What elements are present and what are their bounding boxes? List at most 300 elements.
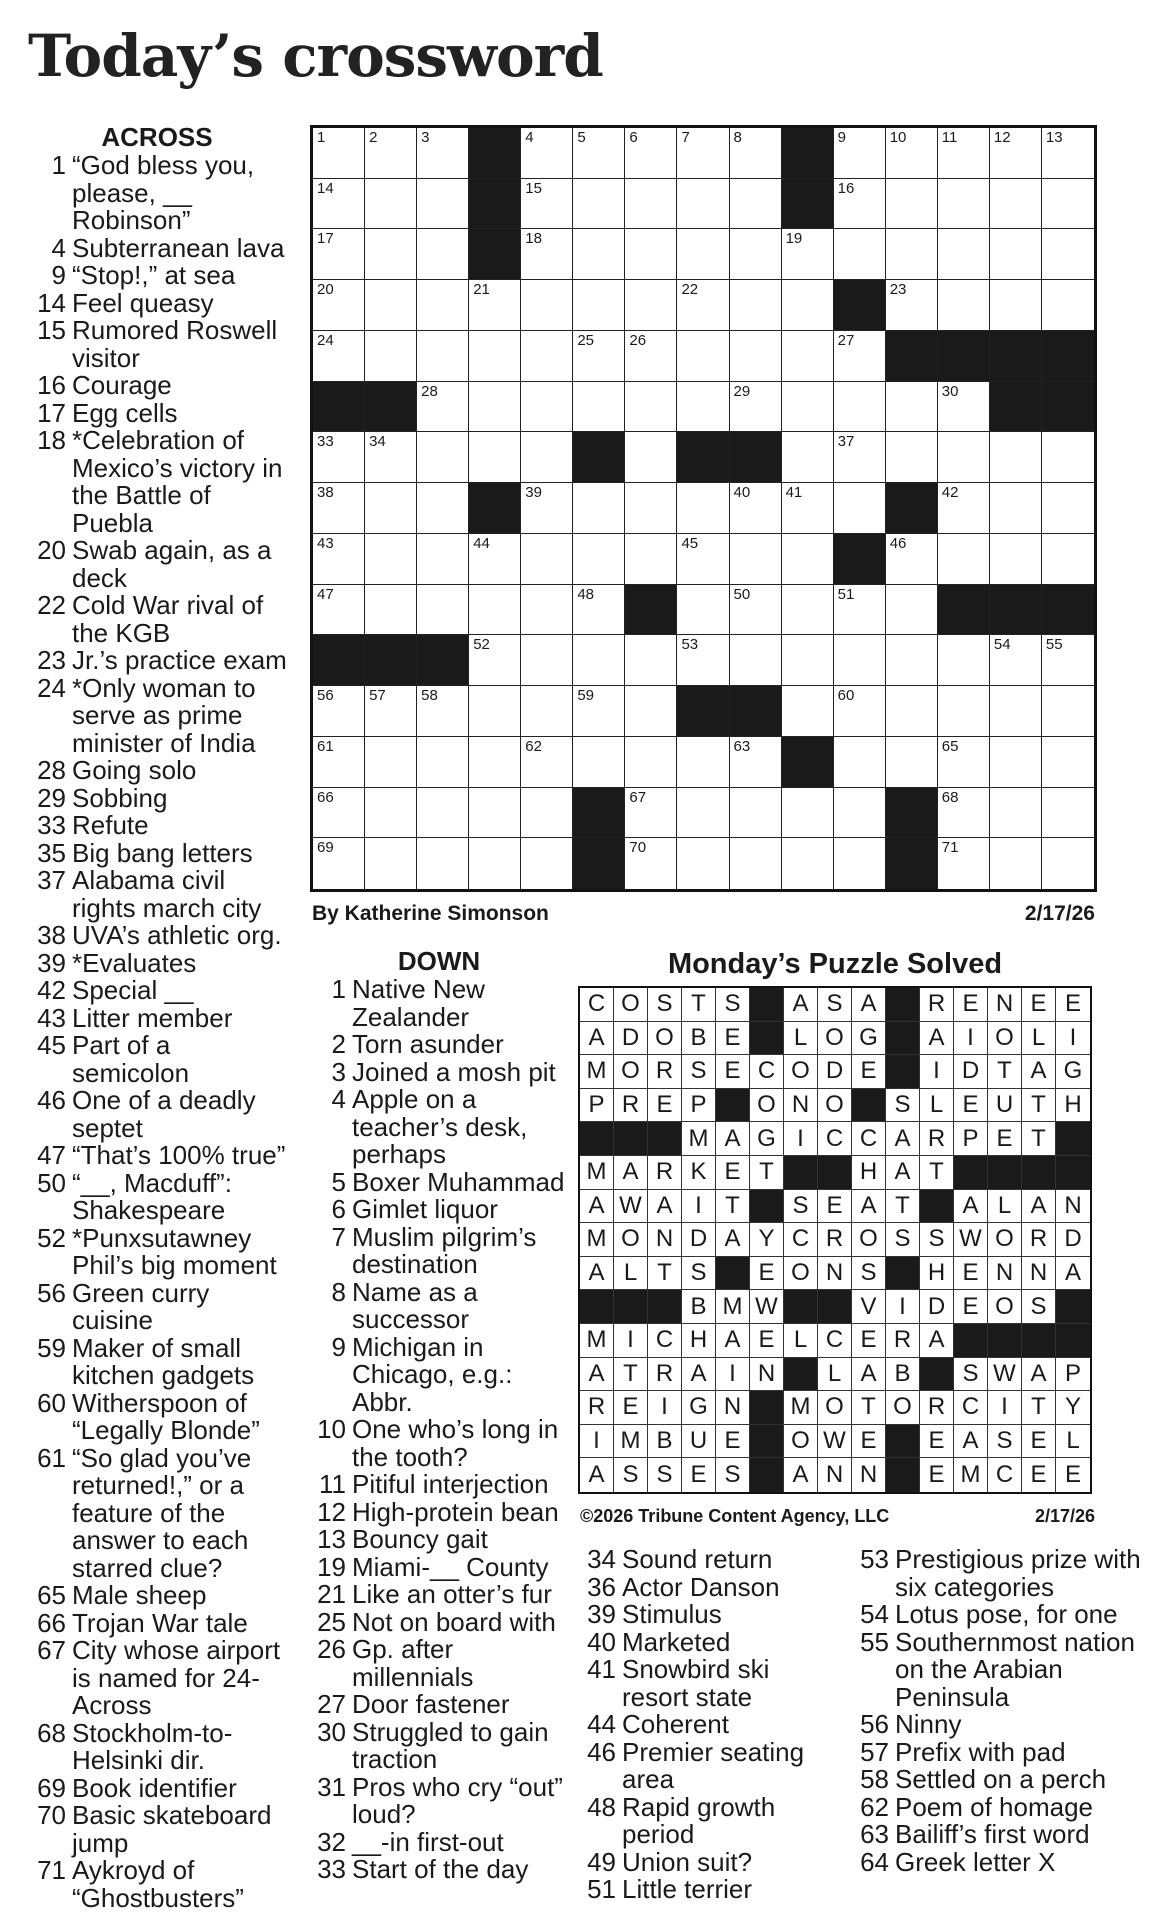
grid-cell[interactable] xyxy=(834,331,886,382)
clue-item[interactable] xyxy=(24,537,290,592)
clue-item[interactable] xyxy=(24,1002,290,1033)
grid-cell[interactable] xyxy=(521,483,573,534)
grid-cell[interactable] xyxy=(573,686,625,737)
clue-item[interactable] xyxy=(308,1276,570,1334)
clue-item[interactable] xyxy=(24,1772,290,1803)
grid-cell[interactable] xyxy=(313,179,365,230)
grid-cell[interactable] xyxy=(782,686,834,737)
grid-cell[interactable] xyxy=(417,280,469,331)
grid-cell[interactable] xyxy=(938,432,990,483)
clue-item[interactable] xyxy=(308,1331,570,1417)
grid-cell[interactable] xyxy=(938,635,990,686)
grid-cell[interactable] xyxy=(886,432,938,483)
grid-cell[interactable] xyxy=(938,534,990,585)
grid-cell[interactable] xyxy=(938,280,990,331)
grid-cell[interactable] xyxy=(886,534,938,585)
grid-cell[interactable] xyxy=(573,331,625,382)
grid-cell[interactable] xyxy=(417,432,469,483)
black-square xyxy=(782,737,834,788)
clue-item[interactable] xyxy=(851,1846,1151,1877)
grid-cell[interactable] xyxy=(886,280,938,331)
grid-cell[interactable] xyxy=(677,382,729,433)
grid-cell[interactable] xyxy=(938,737,990,788)
grid-cell[interactable] xyxy=(677,838,729,889)
solution-cell: A xyxy=(580,1257,614,1291)
grid-cell[interactable] xyxy=(677,585,729,636)
grid-cell[interactable] xyxy=(469,534,521,585)
grid-cell[interactable] xyxy=(886,128,938,179)
clue-item[interactable] xyxy=(24,1857,290,1912)
grid-cell[interactable] xyxy=(313,737,365,788)
clue-item[interactable] xyxy=(308,1691,570,1719)
solution-cell: E xyxy=(716,1156,750,1190)
clue-item[interactable] xyxy=(308,1416,570,1471)
grid-cell[interactable] xyxy=(469,585,521,636)
grid-cell[interactable] xyxy=(417,534,469,585)
grid-cell[interactable] xyxy=(782,280,834,331)
clue-item[interactable] xyxy=(851,1626,1151,1712)
clue-item[interactable] xyxy=(308,1196,570,1224)
clue-item[interactable] xyxy=(24,287,290,318)
grid-cell[interactable] xyxy=(1042,179,1094,230)
clue-item[interactable] xyxy=(308,1716,570,1774)
clue-item[interactable] xyxy=(308,976,570,1031)
grid-cell[interactable] xyxy=(365,686,417,737)
grid-cell[interactable] xyxy=(730,128,782,179)
grid-cell[interactable] xyxy=(365,331,417,382)
clue-item[interactable] xyxy=(24,837,290,868)
clue-item[interactable] xyxy=(851,1736,1151,1767)
clue-item[interactable] xyxy=(24,397,290,428)
grid-cell[interactable] xyxy=(573,534,625,585)
grid-cell[interactable] xyxy=(573,635,625,686)
grid-cell[interactable] xyxy=(1042,280,1094,331)
grid-cell[interactable] xyxy=(782,382,834,433)
grid-cell[interactable] xyxy=(469,280,521,331)
grid-cell[interactable] xyxy=(990,737,1042,788)
grid-cell[interactable] xyxy=(625,128,677,179)
grid-cell[interactable] xyxy=(417,331,469,382)
clue-item[interactable] xyxy=(24,947,290,978)
solution-cell: C xyxy=(648,1324,682,1358)
grid-cell[interactable] xyxy=(573,280,625,331)
grid-cell[interactable] xyxy=(521,432,573,483)
clue-item[interactable] xyxy=(24,647,290,675)
clue-item[interactable] xyxy=(24,1277,290,1335)
clue-item[interactable] xyxy=(308,1166,570,1197)
grid-cell[interactable] xyxy=(782,635,834,686)
grid-cell[interactable] xyxy=(886,585,938,636)
clue-item[interactable] xyxy=(24,1032,290,1087)
clue-item[interactable] xyxy=(851,1711,1151,1739)
grid-cell[interactable] xyxy=(886,635,938,686)
grid-cell[interactable] xyxy=(834,838,886,889)
clue-item[interactable] xyxy=(24,1332,290,1390)
grid-cell[interactable] xyxy=(365,432,417,483)
clue-item[interactable] xyxy=(24,1167,290,1225)
grid-cell[interactable] xyxy=(730,483,782,534)
grid-cell[interactable] xyxy=(521,838,573,889)
grid-cell[interactable] xyxy=(625,635,677,686)
grid-cell[interactable] xyxy=(625,483,677,534)
clue-item[interactable] xyxy=(24,262,290,290)
clue-item[interactable] xyxy=(851,1821,1151,1849)
grid-cell[interactable] xyxy=(417,838,469,889)
clue-item[interactable] xyxy=(24,1142,290,1170)
black-square xyxy=(730,686,782,737)
clue-item[interactable] xyxy=(24,922,290,950)
grid-cell[interactable] xyxy=(469,788,521,839)
grid-cell[interactable] xyxy=(313,280,365,331)
clue-item[interactable] xyxy=(24,782,290,813)
grid-cell[interactable] xyxy=(417,179,469,230)
grid-cell[interactable] xyxy=(417,483,469,534)
grid-cell[interactable] xyxy=(573,737,625,788)
solution-cell: S xyxy=(818,988,852,1022)
grid-cell[interactable] xyxy=(521,635,573,686)
grid-cell[interactable] xyxy=(1042,534,1094,585)
grid-cell[interactable] xyxy=(625,179,677,230)
grid-cell[interactable] xyxy=(417,128,469,179)
grid-cell[interactable] xyxy=(313,432,365,483)
clue-item[interactable] xyxy=(24,152,290,235)
grid-cell[interactable] xyxy=(730,635,782,686)
grid-cell[interactable] xyxy=(938,788,990,839)
grid-cell[interactable] xyxy=(417,585,469,636)
grid-cell[interactable] xyxy=(834,229,886,280)
grid-cell[interactable] xyxy=(834,686,886,737)
clue-item[interactable] xyxy=(24,1087,290,1142)
grid-cell[interactable] xyxy=(365,483,417,534)
grid-cell[interactable] xyxy=(990,432,1042,483)
grid-cell[interactable] xyxy=(313,128,365,179)
clue-item[interactable] xyxy=(24,1607,290,1638)
solution-cell: C xyxy=(852,1122,886,1156)
grid-cell[interactable] xyxy=(313,534,365,585)
grid-cell[interactable] xyxy=(313,229,365,280)
grid-cell[interactable] xyxy=(677,331,729,382)
grid-cell[interactable] xyxy=(834,432,886,483)
grid-cell[interactable] xyxy=(938,838,990,889)
grid-cell[interactable] xyxy=(677,534,729,585)
grid-cell[interactable] xyxy=(313,331,365,382)
clue-number: 19 xyxy=(317,1551,346,1582)
clue-item[interactable] xyxy=(308,1526,570,1554)
clue-item[interactable] xyxy=(308,1221,570,1279)
cell-number: 60 xyxy=(837,687,855,705)
grid-cell[interactable] xyxy=(730,737,782,788)
grid-cell[interactable] xyxy=(625,280,677,331)
clue-item[interactable] xyxy=(24,1717,290,1775)
grid-cell[interactable] xyxy=(469,382,521,433)
clue-text: Pros who cry “out” loud? xyxy=(352,1771,563,1829)
grid-cell[interactable] xyxy=(730,585,782,636)
grid-cell[interactable] xyxy=(834,128,886,179)
clue-number: 29 xyxy=(37,782,66,813)
solution-cell: S xyxy=(954,1358,988,1392)
grid-cell[interactable] xyxy=(938,483,990,534)
grid-cell[interactable] xyxy=(625,534,677,585)
grid-cell[interactable] xyxy=(573,382,625,433)
grid-cell[interactable] xyxy=(417,382,469,433)
solution-cell: C xyxy=(954,1391,988,1425)
grid-cell[interactable] xyxy=(573,483,625,534)
clue-text: Special __ xyxy=(72,975,194,1005)
grid-cell[interactable] xyxy=(313,483,365,534)
cell-number: 62 xyxy=(525,737,542,755)
grid-cell[interactable] xyxy=(886,229,938,280)
grid-cell[interactable] xyxy=(365,737,417,788)
solution-cell: M xyxy=(614,1425,648,1459)
clue-item[interactable] xyxy=(578,1626,840,1657)
grid-cell[interactable] xyxy=(834,179,886,230)
grid-cell[interactable] xyxy=(782,534,834,585)
clue-item[interactable] xyxy=(578,1711,840,1739)
grid-cell[interactable] xyxy=(521,788,573,839)
grid-cell[interactable] xyxy=(886,737,938,788)
clue-item[interactable] xyxy=(24,867,290,922)
clue-item[interactable] xyxy=(851,1546,1151,1601)
grid-cell[interactable] xyxy=(938,128,990,179)
grid-cell[interactable] xyxy=(834,737,886,788)
clue-item[interactable] xyxy=(308,1471,570,1499)
grid-cell[interactable] xyxy=(990,179,1042,230)
grid-cell[interactable] xyxy=(625,432,677,483)
grid-cell[interactable] xyxy=(886,179,938,230)
grid-cell[interactable] xyxy=(834,788,886,839)
grid-cell[interactable] xyxy=(677,229,729,280)
grid-cell[interactable] xyxy=(834,483,886,534)
clue-item[interactable] xyxy=(851,1601,1151,1629)
grid-cell[interactable] xyxy=(573,229,625,280)
crossword-grid[interactable] xyxy=(310,125,1097,892)
grid-cell[interactable] xyxy=(625,331,677,382)
clue-item[interactable] xyxy=(308,1771,570,1829)
grid-cell[interactable] xyxy=(469,838,521,889)
grid-cell[interactable] xyxy=(782,585,834,636)
grid-cell[interactable] xyxy=(938,382,990,433)
grid-cell[interactable] xyxy=(1042,838,1094,889)
grid-cell[interactable] xyxy=(730,229,782,280)
grid-cell[interactable] xyxy=(365,838,417,889)
clue-item[interactable] xyxy=(851,1791,1151,1822)
clue-item[interactable] xyxy=(24,757,290,785)
clue-item[interactable] xyxy=(24,1387,290,1445)
clue-item[interactable] xyxy=(578,1736,840,1794)
grid-cell[interactable] xyxy=(417,737,469,788)
grid-cell[interactable] xyxy=(990,483,1042,534)
grid-cell[interactable] xyxy=(573,128,625,179)
grid-cell[interactable] xyxy=(938,229,990,280)
grid-cell[interactable] xyxy=(625,686,677,737)
clue-item[interactable] xyxy=(308,1496,570,1527)
grid-cell[interactable] xyxy=(521,382,573,433)
grid-cell[interactable] xyxy=(782,331,834,382)
clue-number: 1 xyxy=(331,974,346,1004)
grid-cell[interactable] xyxy=(625,737,677,788)
solution-cell: S xyxy=(716,988,750,1022)
grid-cell[interactable] xyxy=(886,382,938,433)
grid-cell[interactable] xyxy=(625,229,677,280)
grid-cell[interactable] xyxy=(677,280,729,331)
grid-cell[interactable] xyxy=(1042,128,1094,179)
grid-cell[interactable] xyxy=(313,788,365,839)
grid-cell[interactable] xyxy=(1042,229,1094,280)
clue-item[interactable] xyxy=(308,1856,570,1884)
clue-item[interactable] xyxy=(24,1442,290,1583)
clue-item[interactable] xyxy=(308,1636,570,1691)
grid-cell[interactable] xyxy=(365,229,417,280)
clue-item[interactable] xyxy=(308,1826,570,1857)
clue-item[interactable] xyxy=(24,427,290,537)
grid-cell[interactable] xyxy=(417,788,469,839)
clue-item[interactable] xyxy=(24,1802,290,1857)
grid-cell[interactable] xyxy=(365,179,417,230)
clue-item[interactable] xyxy=(578,1656,840,1711)
grid-cell[interactable] xyxy=(625,382,677,433)
grid-cell[interactable] xyxy=(938,179,990,230)
grid-cell[interactable] xyxy=(834,635,886,686)
grid-cell[interactable] xyxy=(782,483,834,534)
clue-number: 16 xyxy=(37,370,66,400)
clue-item[interactable] xyxy=(24,372,290,400)
clue-item[interactable] xyxy=(24,592,290,647)
grid-cell[interactable] xyxy=(990,788,1042,839)
grid-cell[interactable] xyxy=(521,686,573,737)
clue-number: 43 xyxy=(37,1002,66,1033)
grid-cell[interactable] xyxy=(990,534,1042,585)
clue-text: Poem of homage xyxy=(895,1791,1094,1822)
clue-item[interactable] xyxy=(308,1581,570,1609)
grid-cell[interactable] xyxy=(782,838,834,889)
solution-cell: S xyxy=(648,988,682,1022)
grid-cell[interactable] xyxy=(313,686,365,737)
clue-number: 66 xyxy=(37,1607,66,1638)
grid-cell[interactable] xyxy=(1042,635,1094,686)
solution-date: 2/17/26 xyxy=(1034,1506,1095,1526)
clue-item[interactable] xyxy=(24,1582,290,1610)
clue-item[interactable] xyxy=(578,1571,840,1602)
grid-cell[interactable] xyxy=(730,838,782,889)
grid-cell[interactable] xyxy=(1042,483,1094,534)
clue-item[interactable] xyxy=(851,1766,1151,1794)
grid-cell[interactable] xyxy=(677,737,729,788)
grid-cell[interactable] xyxy=(469,331,521,382)
grid-cell[interactable] xyxy=(521,534,573,585)
grid-cell[interactable] xyxy=(1042,737,1094,788)
grid-cell[interactable] xyxy=(990,128,1042,179)
clue-item[interactable] xyxy=(308,1031,570,1059)
grid-cell[interactable] xyxy=(990,686,1042,737)
clue-item[interactable] xyxy=(24,812,290,840)
grid-cell[interactable] xyxy=(365,585,417,636)
grid-cell[interactable] xyxy=(782,432,834,483)
clue-item[interactable] xyxy=(578,1791,840,1849)
solution-black-square xyxy=(580,1290,614,1324)
grid-cell[interactable] xyxy=(521,280,573,331)
grid-cell[interactable] xyxy=(469,635,521,686)
grid-cell[interactable] xyxy=(365,280,417,331)
clue-item[interactable] xyxy=(24,1637,290,1720)
grid-cell[interactable] xyxy=(990,229,1042,280)
grid-cell[interactable] xyxy=(938,686,990,737)
clue-item[interactable] xyxy=(578,1876,840,1904)
grid-cell[interactable] xyxy=(1042,686,1094,737)
grid-cell[interactable] xyxy=(834,382,886,433)
grid-cell[interactable] xyxy=(886,686,938,737)
clue-number: 11 xyxy=(319,1469,346,1499)
grid-cell[interactable] xyxy=(469,432,521,483)
grid-cell[interactable] xyxy=(521,331,573,382)
solution-cell: A xyxy=(954,1425,988,1459)
solution-cell: O xyxy=(614,1055,648,1089)
grid-cell[interactable] xyxy=(521,128,573,179)
clue-item[interactable] xyxy=(308,1056,570,1087)
grid-cell[interactable] xyxy=(677,788,729,839)
grid-cell[interactable] xyxy=(730,280,782,331)
clue-item[interactable] xyxy=(578,1601,840,1629)
clue-item[interactable] xyxy=(308,1551,570,1582)
grid-cell[interactable] xyxy=(313,838,365,889)
grid-cell[interactable] xyxy=(1042,788,1094,839)
grid-cell[interactable] xyxy=(625,838,677,889)
grid-cell[interactable] xyxy=(677,179,729,230)
grid-cell[interactable] xyxy=(677,483,729,534)
grid-cell[interactable] xyxy=(782,229,834,280)
clue-item[interactable] xyxy=(24,317,290,372)
grid-cell[interactable] xyxy=(834,585,886,636)
grid-cell[interactable] xyxy=(313,585,365,636)
grid-cell[interactable] xyxy=(730,534,782,585)
grid-cell[interactable] xyxy=(625,788,677,839)
grid-cell[interactable] xyxy=(573,179,625,230)
grid-cell[interactable] xyxy=(365,788,417,839)
grid-cell[interactable] xyxy=(1042,432,1094,483)
grid-cell[interactable] xyxy=(677,128,729,179)
grid-cell[interactable] xyxy=(365,128,417,179)
grid-cell[interactable] xyxy=(990,635,1042,686)
grid-cell[interactable] xyxy=(521,179,573,230)
clue-number: 35 xyxy=(37,837,66,868)
clue-item[interactable] xyxy=(24,977,290,1005)
clue-item[interactable] xyxy=(24,1222,290,1280)
grid-cell[interactable] xyxy=(730,179,782,230)
clue-number: 15 xyxy=(37,315,66,345)
grid-cell[interactable] xyxy=(417,229,469,280)
grid-cell[interactable] xyxy=(417,686,469,737)
grid-cell[interactable] xyxy=(990,838,1042,889)
clue-item[interactable] xyxy=(578,1546,840,1574)
grid-cell[interactable] xyxy=(469,737,521,788)
clue-item[interactable] xyxy=(308,1606,570,1637)
grid-cell[interactable] xyxy=(469,686,521,737)
grid-cell[interactable] xyxy=(521,229,573,280)
grid-cell[interactable] xyxy=(521,585,573,636)
clue-item[interactable] xyxy=(24,672,290,758)
grid-cell[interactable] xyxy=(521,737,573,788)
grid-cell[interactable] xyxy=(365,534,417,585)
clue-item[interactable] xyxy=(308,1086,570,1169)
grid-cell[interactable] xyxy=(782,788,834,839)
clue-item[interactable] xyxy=(578,1846,840,1877)
clue-item[interactable] xyxy=(24,232,290,263)
grid-cell[interactable] xyxy=(730,382,782,433)
grid-cell[interactable] xyxy=(677,635,729,686)
grid-cell[interactable] xyxy=(990,280,1042,331)
grid-cell[interactable] xyxy=(730,788,782,839)
grid-cell[interactable] xyxy=(573,585,625,636)
grid-cell[interactable] xyxy=(730,331,782,382)
